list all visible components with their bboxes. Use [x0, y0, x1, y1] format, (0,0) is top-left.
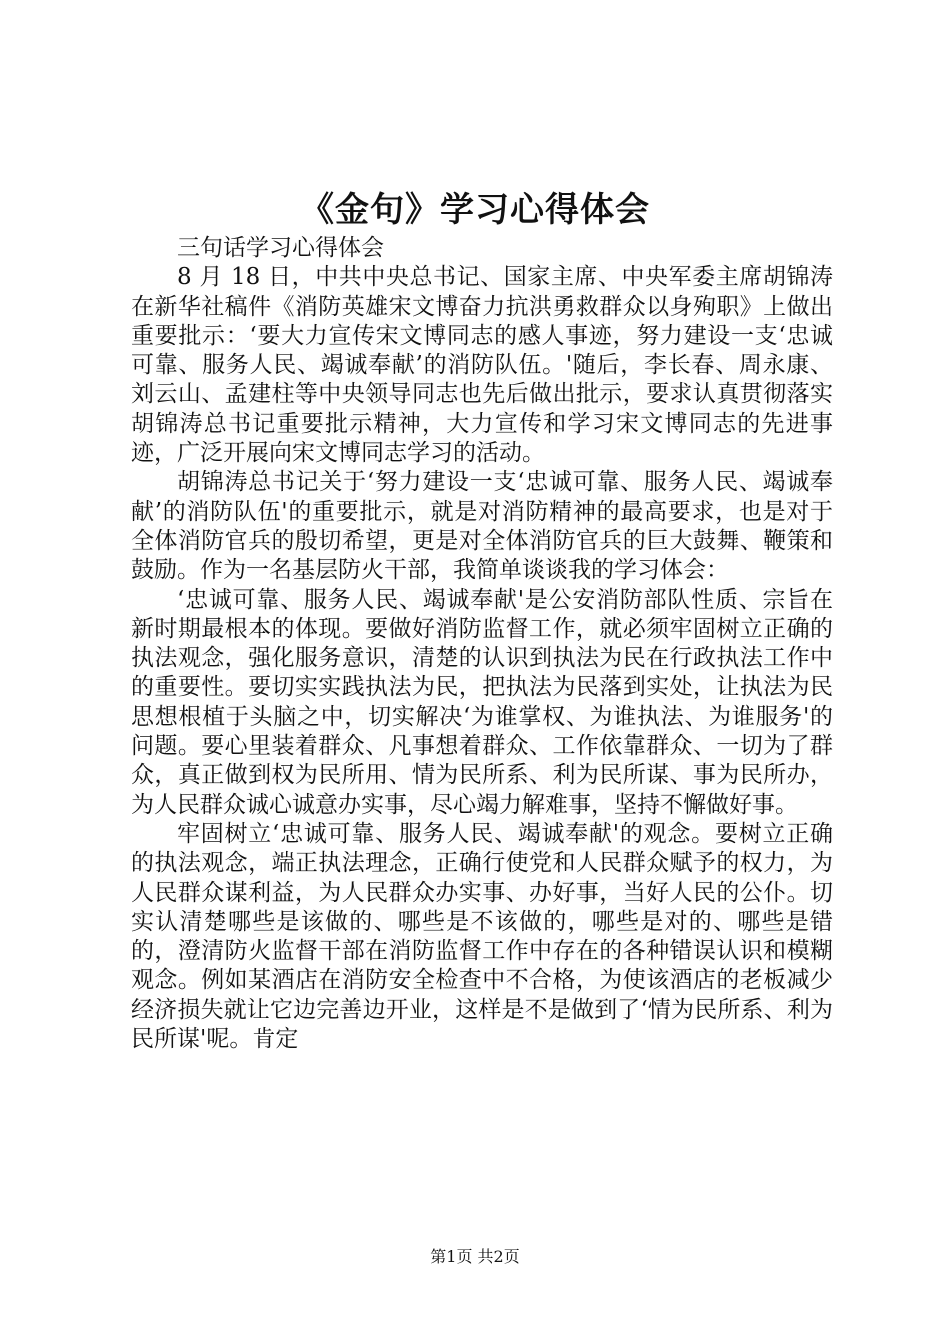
paragraph-1: 8 月 18 日，中共中央总书记、国家主席、中央军委主席胡锦涛在新华社稿件《消防英雄宋文博奋力抗洪勇救群众以身殉职》上做出重要批示：‘要大力宣传宋文博同志的感人事迹，努力建设一支‘忠诚可靠、服务人民、竭诚奉献’的消防队伍。'随后，李长春、周永康、刘云山、孟建柱等中央领导同志也先后做出批示，要求认真贯彻落实胡锦涛总书记重要批示精神，大力宣传和学习宋文博同志的先进事迹，广泛开展向宋文博同志学习的活动。 [131, 264, 833, 467]
paragraph-4: 牢固树立‘忠诚可靠、服务人民、竭诚奉献'的观念。要树立正确的执法观念，端正执法理念，正确行使党和人民群众赋予的权力，为人民群众谋利益，为人民群众办实事、办好事，当好人民的公仆。切实认清楚哪些是该做的、哪些是不该做的，哪些是对的、哪些是错的，澄清防火监督干部在消防监督工作中存在的各种错误认识和模糊观念。例如某酒店在消防安全检查中不合格，为使该酒店的老板减少经济损失就让它边完善边开业，这样是不是做到了‘情为民所系、利为民所谋'呢。肯定 [131, 820, 833, 1053]
page-number-footer: 第1页 共2页 [430, 1247, 520, 1266]
document-body [131, 234, 833, 1054]
document-title: 《金句》学习心得体会 [300, 190, 650, 230]
paragraph-2: 胡锦涛总书记关于‘努力建设一支‘忠诚可靠、服务人民、竭诚奉献’的消防队伍'的重要批示，就是对消防精神的最高要求，也是对于全体消防官兵的殷切希望，更是对全体消防官兵的巨大鼓舞、鞭策和鼓励。作为一名基层防火干部，我简单谈谈我的学习体会： [131, 469, 833, 584]
paragraph-3: ‘忠诚可靠、服务人民、竭诚奉献'是公安消防部队性质、宗旨在新时期最根本的体现。要做好消防监督工作，就必须牢固树立正确的执法观念，强化服务意识，清楚的认识到执法为民在行政执法工作中的重要性。要切实实践执法为民，把执法为民落到实处，让执法为民思想根植于头脑之中，切实解决‘为谁掌权、为谁执法、为谁服务'的问题。要心里装着群众、凡事想着群众、工作依靠群众、一切为了群众，真正做到权为民所用、情为民所系、利为民所谋、事为民所办，为人民群众诚心诚意办实事，尽心竭力解难事，坚持不懈做好事。 [131, 586, 833, 818]
document-subtitle: 三句话学习心得体会 [177, 235, 384, 261]
